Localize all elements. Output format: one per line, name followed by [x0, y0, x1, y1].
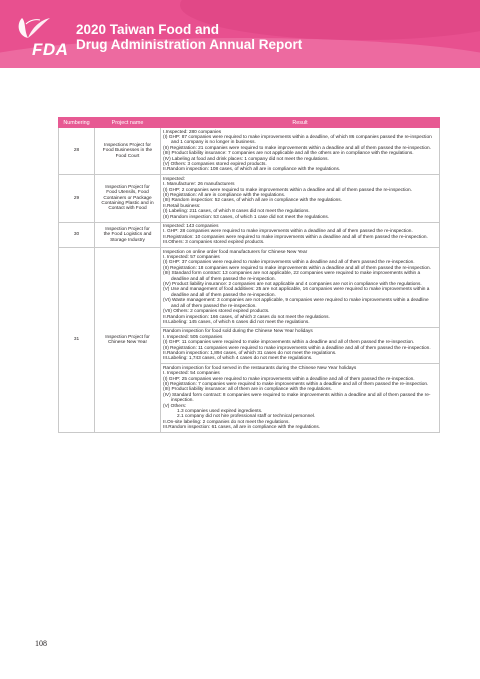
- result-line: (II) Registration: 18 companies were required to make improvements within a deadline and all of them passed the re-inspection.: [163, 265, 431, 271]
- result-line: (IV) Labeling at food and drink places: 1 company did not meet the regulations.: [163, 156, 329, 162]
- project-name-line: the Food Logistics and: [103, 232, 152, 238]
- row-number: 28: [59, 128, 95, 175]
- result-line: (VII) Others: 2 companies stored expired products.: [163, 309, 270, 315]
- result-line: 1.3 companies used expired ingredients.: [177, 409, 263, 414]
- project-name-line: Containers or Package: [103, 195, 152, 201]
- result-line: III.Random inspection: 61 cases, all are in compliance with the regulations.: [163, 425, 321, 431]
- result-line: (III) Standard form contract: 13 companies are not applicable, 22 companies were required to make improvements within a deadline and all of them passed the re-inspection.: [163, 271, 421, 282]
- row-number: 31: [59, 248, 95, 433]
- result-line: Inspected:: [163, 176, 185, 182]
- report-header: [0, 0, 480, 68]
- project-name-line: Contact with Food: [108, 206, 147, 212]
- result-line: I. Manufacturer: 26 manufacturers: [163, 182, 235, 188]
- result-line: I. Inspected: 54 companies: [163, 371, 220, 377]
- project-name-line: Inspection Project for: [105, 334, 150, 340]
- result-line: (II) Registration: All are in compliance with the regulations.: [163, 192, 286, 198]
- col-header-numbering: Numbering: [59, 118, 95, 128]
- result-cell: [161, 327, 440, 363]
- row-number: 29: [59, 175, 95, 222]
- result-line: (III) Product liability insurance: 7 companies are not applicable and all the others are in compliance with the regulations.: [163, 151, 414, 157]
- result-line: III.Others: 3 companies stored expired products.: [163, 240, 265, 246]
- result-line: I. Inspected: 505 companies: [163, 334, 223, 340]
- result-line: (I) GHP: 87 companies were required to make improvements within a deadline, of which 86 companies passed the re-inspection and 1 company is no longer in business.: [163, 134, 432, 146]
- result-line: (I) GHP: 37 companies were required to make improvements within a deadline and all of them passed the re-inspection.: [163, 260, 415, 266]
- result-line: (V) Use and management of food additives: 25 are not applicable, 16 companies were required to make improvements within a deadline and all of them passed the re-inspection.: [163, 287, 430, 298]
- project-name-line: Containing Plastic and in: [101, 201, 154, 207]
- result-cell: [161, 128, 440, 175]
- result-line: Random inspection for food sold during the Chinese New Year holidays: [163, 329, 313, 335]
- project-name-line: Storage Industry: [110, 237, 145, 243]
- result-cell: [161, 364, 440, 433]
- result-line: II.Retail business:: [163, 203, 201, 209]
- result-line: III.Labeling: 145 cases, of which 6 cases did not meet the regulations.: [163, 319, 310, 325]
- project-name-line: Inspection Project for: [105, 184, 150, 190]
- result-cell: [161, 222, 440, 248]
- result-line: (VI) Waste management: 3 companies are not applicable, 9 companies were required to make improvements within a deadline and all of them passed the re-inspection.: [163, 298, 429, 309]
- result-line: (III) Product liability insurance: all of them are in compliance with the regulations.: [163, 387, 332, 393]
- table-row: [59, 222, 440, 248]
- result-line: (V) Others: 3 companies stored expired products.: [163, 161, 267, 167]
- result-line: (II) Registration: 7 companies were required to make improvements within a deadline and all of them passed the re-inspection.: [163, 381, 429, 387]
- table-body: [59, 128, 440, 433]
- result-line: II.Registration: 10 companies were required to make improvements within a deadline and all of them passed the re-inspection.: [163, 234, 428, 240]
- col-header-result: Result: [161, 118, 440, 128]
- result-line: (II) Registration: 11 companies were required to make improvements within a deadline and all of them passed the re-inspection.: [163, 345, 431, 351]
- row-number: 30: [59, 222, 95, 248]
- table-row: [59, 128, 440, 175]
- result-line: I. Inspected: 57 companies: [163, 255, 220, 261]
- inspection-results-table: [58, 117, 440, 433]
- result-line: Random inspection for food served in the restaurants during the Chinese New Year holidays: [163, 365, 357, 371]
- title-line-2: Drug Administration Annual Report: [76, 37, 303, 52]
- table-header-row: [59, 118, 440, 128]
- table-row: [59, 175, 440, 222]
- result-line: Inspected: 143 companies: [163, 224, 219, 229]
- project-name-line: Chinese New Year: [107, 340, 148, 346]
- result-line: (I) GHP: 11 companies were required to make improvements within a deadline and all of them passed the re-inspection.: [163, 340, 415, 346]
- fda-logo: [14, 14, 76, 62]
- result-line: Inspection on online order food manufacturers for Chinese New Year: [163, 249, 308, 255]
- result-line: I.Inspected: 280 companies: [163, 129, 222, 135]
- result-line: (III) Random inspection: 52 cases, of which all are in compliance with the regulations.: [163, 198, 343, 204]
- result-line: (I) GHP: 25 companies were required to make improvements within a deadline and all of them passed the re-inspection.: [163, 376, 415, 382]
- result-line: II.Random inspection: 1,894 cases, of which 31 cases do not meet the regulations.: [163, 350, 337, 356]
- result-cell: [161, 248, 440, 328]
- project-name: [95, 248, 161, 433]
- page-number: 108: [35, 639, 47, 648]
- result-line: III.Labeling: 1,743 cases, of which 4 cases do not meet the regulations.: [163, 356, 313, 362]
- table-row: [59, 248, 440, 328]
- logo-text: FDA: [32, 40, 69, 59]
- project-name-line: Food Utensils, Food: [106, 190, 149, 196]
- result-line: II.Random inspection: 108 cases, of which all are in compliance with the regulations.: [163, 167, 341, 173]
- project-name-line: Food Court: [115, 153, 140, 159]
- result-line: (I) Labeling: 211 cases, of which 8 cases did not meet the regulations.: [163, 209, 310, 215]
- project-name: [95, 222, 161, 248]
- result-line: II.Random inspection: 166 cases, of which 2 cases do not meet the regulations.: [163, 314, 330, 320]
- result-line: (I) GHP: 2 companies were required to make improvements within a deadline and all of them passed the re-inspection.: [163, 187, 412, 193]
- title-line-1: 2020 Taiwan Food and: [76, 22, 220, 37]
- project-name-line: Inspection Project for: [105, 226, 150, 232]
- project-name: [95, 128, 161, 175]
- col-header-project: Project name: [95, 118, 161, 128]
- result-line: 2.1 company did not hire professional staff or technical personnel.: [177, 414, 316, 420]
- result-line: (V) Others:: [163, 403, 187, 409]
- result-line: (II) Random inspection: 53 cases, of which 1 case did not meet the regulations.: [163, 214, 330, 220]
- project-name-line: Food Businesses in the: [102, 148, 153, 154]
- project-name: [95, 175, 161, 222]
- project-name-line: Inspections Project for: [104, 143, 151, 149]
- result-line: (II) Registration: 21 companies were required to make improvements within a deadline and all of them passed the re-inspection.: [163, 145, 431, 151]
- result-line: II.On-site labeling: 2 companies do not meet the regulations.: [163, 419, 290, 425]
- report-title: [76, 22, 302, 52]
- result-cell: [161, 175, 440, 222]
- result-line: (IV) Standard form contract: 8 companies were required to make improvements within a deadline and all of them passed the re-inspection.: [163, 392, 431, 404]
- result-line: I. GHP: 28 companies were required to make improvements within a deadline and all of them passed the re-inspection.: [163, 229, 413, 235]
- result-line: (IV) Product liability insurance: 2 companies are not applicable and 4 companies are not in compliance with the regulations.: [163, 282, 422, 288]
